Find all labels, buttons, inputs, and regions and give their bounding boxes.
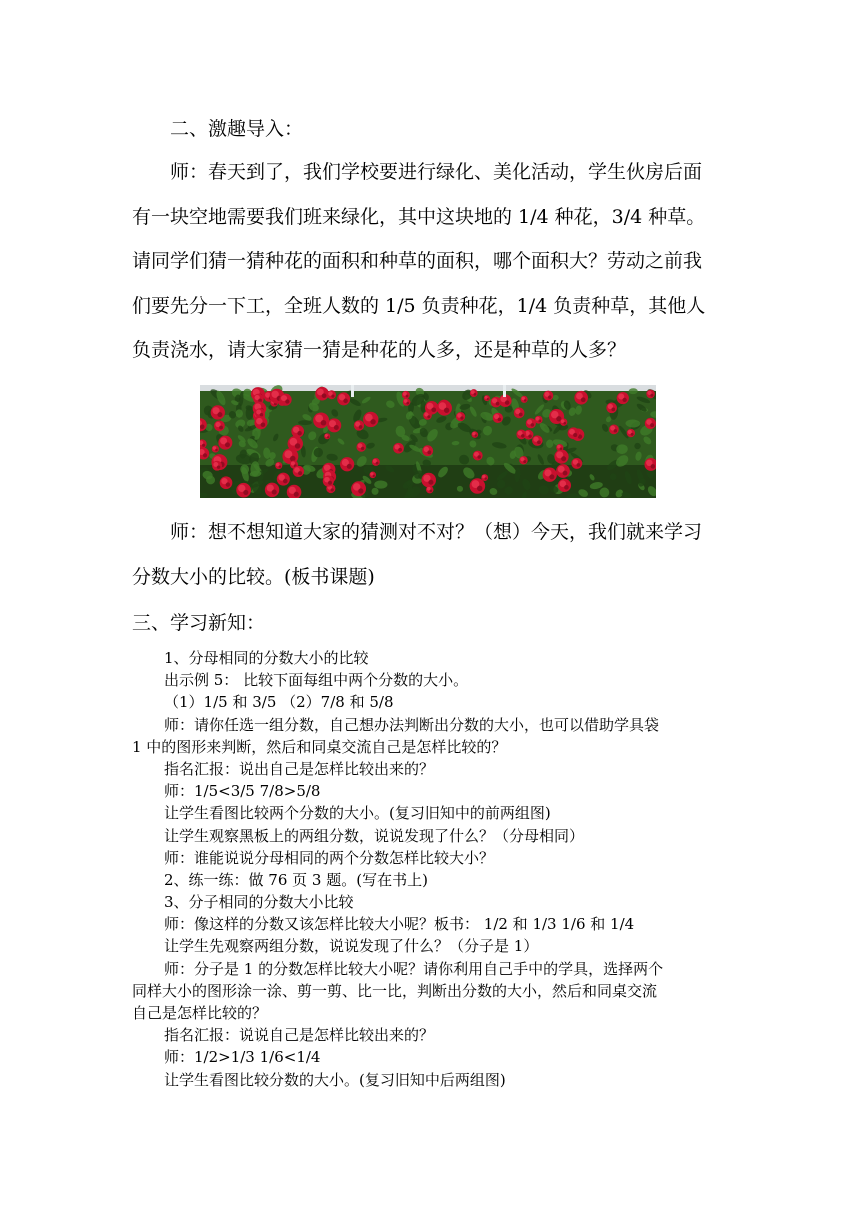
text-line: 师：1/5<3/5 7/8>5/8 xyxy=(164,782,321,801)
text-line: 师：春天到了，我们学校要进行绿化、美化活动，学生伙房后面 xyxy=(170,161,703,183)
text-line: 出示例 5： 比较下面每组中两个分数的大小。 xyxy=(164,671,469,690)
text-line: 负责浇水，请大家猜一猜是种花的人多，还是种草的人多？ xyxy=(132,339,627,361)
subheading: 3、分子相同的分数大小比较 xyxy=(164,893,354,912)
subheading: 1、分母相同的分数大小的比较 xyxy=(164,649,369,667)
text-line: 师：像这样的分数又该怎样比较大小呢？板书： 1/2 和 1/3 1/6 和 1/4 xyxy=(164,915,635,934)
intro-paragraph xyxy=(132,150,732,373)
text-line: 师：想不想知道大家的猜测对不对？（想）今天，我们就来学习 xyxy=(170,521,703,543)
text-line: 师：1/2>1/3 1/6<1/4 xyxy=(164,1048,321,1067)
text-line: 指名汇报：说说自己是怎样比较出来的？ xyxy=(164,1026,435,1045)
text-line: 同样大小的图形涂一涂、剪一剪、比一比，判断出分数的大小，然后和同桌交流 xyxy=(132,981,658,1000)
section-heading-3: 三、学习新知： xyxy=(132,612,266,634)
text-line: 师：谁能说说分母相同的两个分数怎样比较大小？ xyxy=(164,848,495,867)
text-line: 师：请你任选一组分数，自己想办法判断出分数的大小，也可以借助学具袋 xyxy=(164,715,660,734)
text-line: 1 中的图形来判断，然后和同桌交流自己是怎样比较的？ xyxy=(132,737,507,756)
subheading: 2、练一练：做 76 页 3 题。(写在书上) xyxy=(164,870,428,889)
text-line: 让学生观察黑板上的两组分数，说说发现了什么？（分母相同） xyxy=(164,826,585,845)
text-line: 分数大小的比较。(板书课题) xyxy=(132,565,375,588)
text-line: 有一块空地需要我们班来绿化，其中这块地的 1/4 种花，3/4 种草。 xyxy=(132,205,706,228)
section-heading-2: 二、激趣导入： xyxy=(170,118,304,140)
rose-garden-image xyxy=(200,385,656,498)
text-line: 们要先分一下工，全班人数的 1/5 负责种花，1/4 负责种草，其他人 xyxy=(132,294,706,317)
text-line: 请同学们猜一猜种花的面积和种草的面积，哪个面积大？劳动之前我 xyxy=(132,250,703,272)
text-line: 师：分子是 1 的分数怎样比较大小呢？请你利用自己手中的学具，选择两个 xyxy=(164,959,664,978)
text-line: 让学生先观察两组分数，说说发现了什么？（分子是 1） xyxy=(164,937,539,956)
text-line: 自己是怎样比较的？ xyxy=(132,1004,268,1022)
text-line: （1）1/5 和 3/5 （2）7/8 和 5/8 xyxy=(164,693,394,712)
lesson-content xyxy=(132,647,732,1091)
text-line: 指名汇报：说出自己是怎样比较出来的？ xyxy=(164,759,435,778)
transition-paragraph xyxy=(132,510,732,599)
text-line: 让学生看图比较分数的大小。(复习旧知中后两组图) xyxy=(164,1070,506,1089)
text-line: 让学生看图比较两个分数的大小。(复习旧知中的前两组图) xyxy=(164,804,551,823)
